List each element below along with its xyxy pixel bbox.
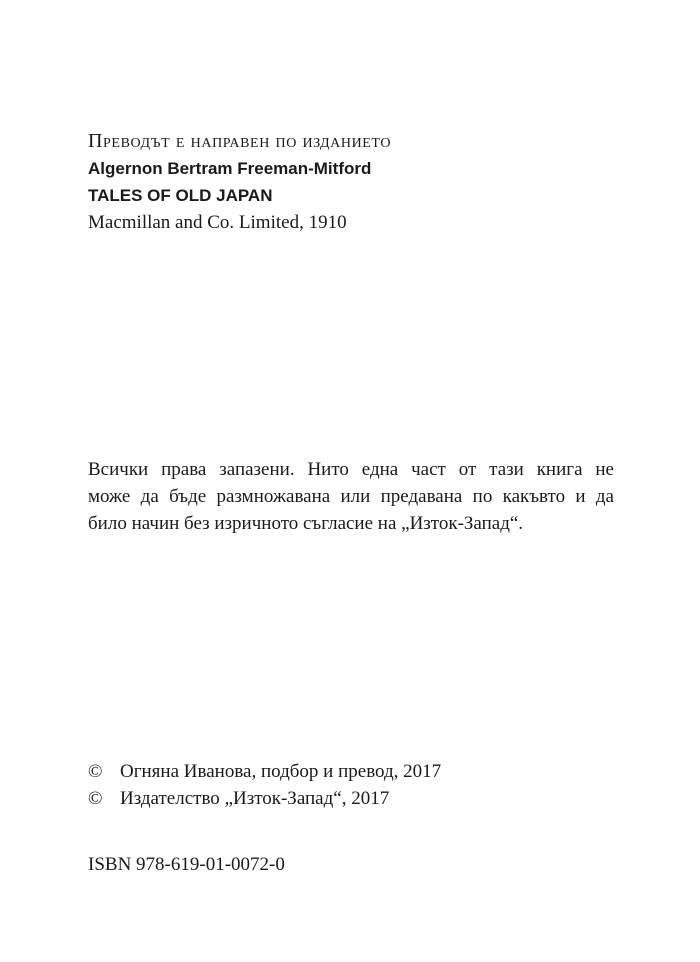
copyright-line-publisher <box>88 785 614 812</box>
original-publisher: Macmillan and Co. Limited, 1910 <box>88 212 347 233</box>
rights-line: било начин без изричното съгласие на „Изток-Запад“. <box>88 513 524 534</box>
rights-notice <box>88 456 614 537</box>
isbn: ISBN 978-619-01-0072-0 <box>88 854 285 875</box>
translation-source-block <box>88 128 614 236</box>
isbn-block <box>88 851 614 878</box>
translation-intro: Преводът е направен по изданието <box>88 130 392 152</box>
copyright-text: Издателство „Изток-Запад“, 2017 <box>120 788 390 809</box>
original-title: TALES OF OLD JAPAN <box>88 186 273 205</box>
copyright-symbol: © <box>88 788 103 809</box>
copyright-text: Огняна Иванова, подбор и превод, 2017 <box>120 761 442 782</box>
copyright-block <box>88 758 614 812</box>
original-author: Algernon Bertram Freeman-Mitford <box>88 159 372 178</box>
rights-line: Всички права запазени. Нито една част от тази книга не <box>88 459 614 480</box>
copyright-symbol: © <box>88 761 103 782</box>
copyright-line-translator <box>88 758 614 785</box>
rights-line: може да бъде размножавана или предавана по какъвто и да <box>88 486 614 507</box>
